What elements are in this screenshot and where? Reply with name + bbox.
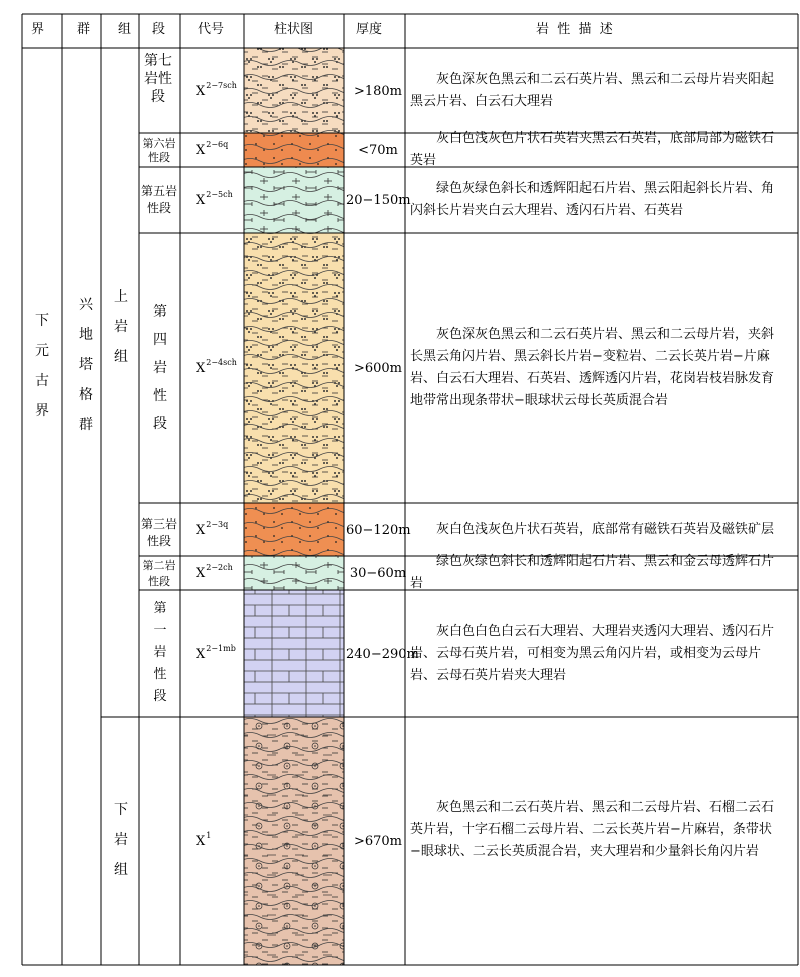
unit-description: 灰白色浅灰色片状石英岩夹黑云石英岩，底部局部为磁铁石英岩 [410,131,775,168]
unit-code-base: X [196,361,206,376]
member-label: 第五岩 性段 [140,184,177,215]
unit-description: 灰色深灰色黑云和二云石英片岩、黑云和二云母片岩，夹斜长黑云角闪片岩、黑云斜长片岩−变粒岩、二云长英片岩−片麻岩、白云石大理岩、石英岩、透辉透闪片岩，花岗岩枝岩脉发育地带常出现条带状−眼球状云母长英质混合岩 [410,327,775,408]
unit-code-base: X [196,566,206,581]
unit-code [196,358,237,376]
unit-code-superscript: 2−2ch [206,563,233,572]
unit-code-superscript: 2−4sch [206,358,237,367]
unit-thickness: >180m [353,83,403,99]
unit-thickness: >670m [353,834,403,849]
unit-description: 绿色灰绿色斜长和透辉阳起石片岩、黑云和金云母透辉石片岩 [410,554,775,591]
column-layer-pattern [244,48,344,133]
unit-code [196,831,211,849]
column-layer-pattern [244,233,344,503]
unit-description: 灰色深灰色黑云和二云石英片岩、黑云和二云母片岩夹阳起黑云片岩、白云石大理岩 [410,71,775,109]
column-layer-pattern [244,717,344,965]
unit-code-base: X [196,193,206,208]
unit-code-base: X [196,522,206,538]
unit-description: 灰白色白色白云石大理岩、大理岩夹透闪大理岩、透闪石片岩、云母石英片岩，可相变为黑云角闪片岩，或相变为云母片岩、云母石英片岩夹大理岩 [410,623,775,683]
column-layer-pattern [244,133,344,167]
unit-thickness: 60−120m [346,522,411,538]
group-label: 兴 地 塔 格 群 [79,297,93,433]
unit-description: 灰色黑云和二云石英片岩、黑云和二云母片岩、石榴二云石英片岩，十字石榴二云母片岩、二云长英片岩−片麻岩，条带状−眼球状、二云长英质混合岩，夹大理岩和少量斜长角闪片岩 [410,800,775,859]
header-jie: 界 [31,22,45,37]
unit-code [196,644,236,662]
unit-code [196,190,233,208]
unit-code-superscript: 2−1mb [206,643,236,653]
unit-thickness: <70m [358,143,398,158]
unit-code [196,563,233,581]
unit-thickness: >600m [353,361,403,376]
header-zhuzhuangtu: 柱状图 [274,22,314,37]
header-zu: 组 [118,22,132,37]
unit-code-superscript: 2−5ch [206,190,233,199]
unit-code-superscript: 2−3q [206,519,229,529]
column-layer-pattern [244,167,344,233]
unit-code-base: X [196,143,206,158]
unit-code-superscript: 2−6q [206,140,229,149]
unit-code [196,520,228,538]
unit-code-superscript: 1 [206,831,212,840]
column-layer-pattern [244,590,344,717]
member-label: 第三岩 性段 [140,517,177,548]
header-duan: 段 [152,22,166,37]
era-label: 下 元 古 界 [35,313,49,419]
header-qun: 群 [77,22,91,37]
unit-code-superscript: 2−7sch [206,80,237,90]
unit-code-base: X [196,834,206,849]
unit-description: 绿色灰绿色斜长和透辉阳起石片岩、黑云阳起斜长片岩、角闪斜长片岩夹白云大理岩、透闪石片岩、石英岩 [410,181,775,218]
unit-code-base: X [196,646,206,662]
unit-description: 灰白色浅灰色片状石英岩，底部常有磁铁石英岩及磁铁矿层 [436,521,775,537]
unit-thickness: 30−60m [349,566,407,581]
unit-code [196,140,228,158]
member-label: 第六岩 性段 [142,137,176,164]
unit-thickness: 240−290m [346,646,419,662]
member-label: 第 一 岩 性 段 [153,601,167,704]
member-label: 第 四 岩 性 段 [153,304,167,432]
unit-code [196,81,237,99]
member-label: 第七 岩性 段 [144,53,172,105]
formation-upper-label: 上 岩 组 [114,289,128,365]
unit-code-base: X [196,83,206,99]
member-label: 第二岩 性段 [142,559,176,588]
column-layer-pattern [244,556,344,590]
header-description: 岩 性 描 述 [536,22,613,37]
header-houdu: 厚度 [356,22,383,37]
column-layer-pattern [244,503,344,556]
unit-thickness: 20−150m [346,193,411,208]
formation-lower-label: 下 岩 组 [114,802,128,878]
header-daihao: 代号 [198,22,225,37]
